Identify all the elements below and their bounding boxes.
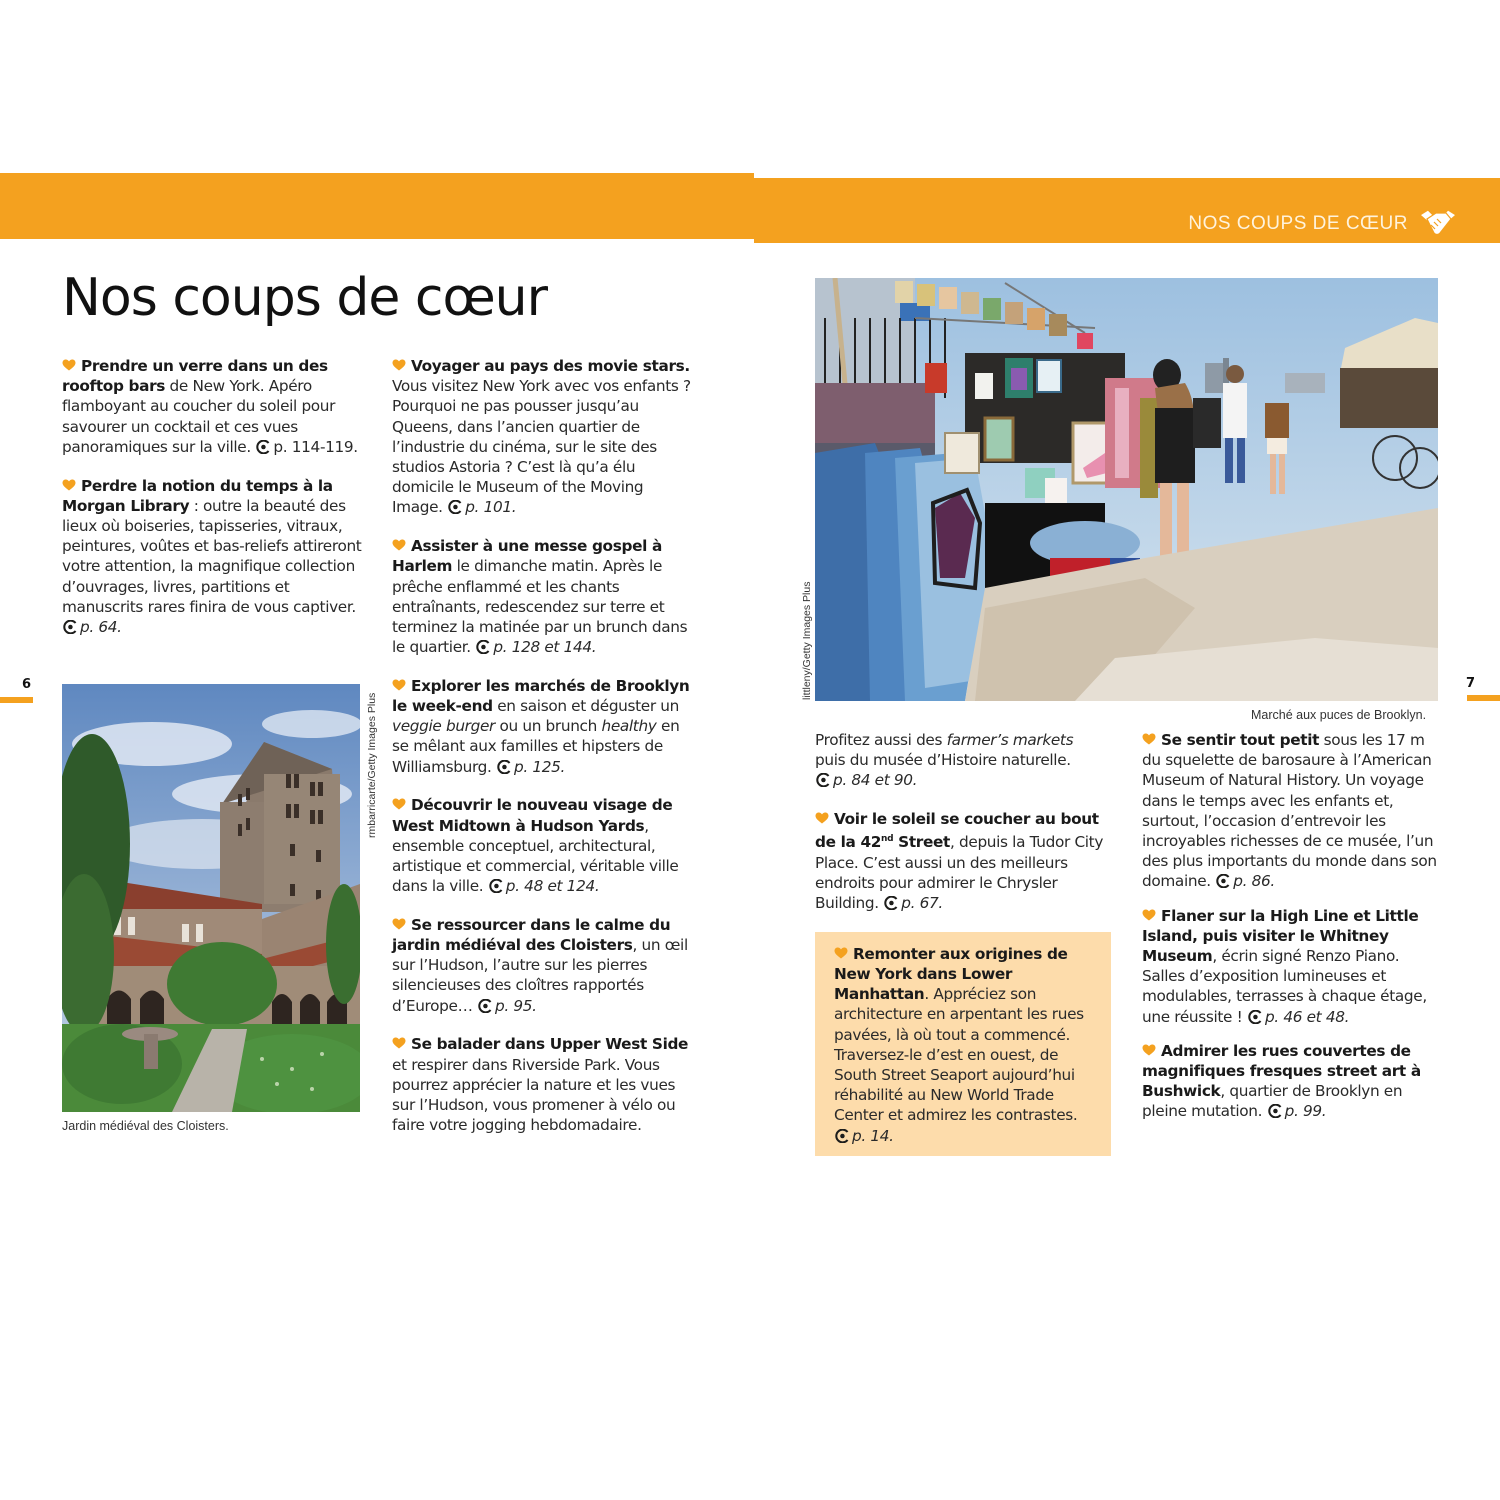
entry-farmers-markets: Profitez aussi des farmer’s markets puis du musée d’Histoire naturelle. p. 84 et 90. — [815, 731, 1074, 790]
see-page-icon — [1247, 1010, 1262, 1024]
heart-icon — [834, 947, 848, 959]
entry-gospel-harlem: Assister à une messe gospel à Harlem le dimanche matin. Après le prêche enflammé et les chants entraînants, redescendez sur terre et terminez la matinée par un brunch dans le quartier. p. 128 et 144. — [392, 537, 688, 657]
highlight-box-lower-manhattan: Remonter aux origines de New York dans Lower Manhattan. Appréciez son architecture en arpentant les rues pavées, là où tout a commencé. Traversez-le d’est en ouest, de South Street Seaport aujourd’hui réhabilité au New World Trade Center et admirez les contrastes. p. 14. — [815, 932, 1111, 1156]
heart-icon — [1142, 909, 1156, 921]
page-number-right: 7 — [1466, 676, 1476, 691]
entry-natural-history: Se sentir tout petit sous les 17 m du squelette de barosaure à l’American Museum of Natural History. Un voyage dans le temps avec les enfants et, surtout, l’occasion d’entrevoir les incroyables richesses de ce musée, l’un des plus importants du monde dans son domaine. p. 86. — [1142, 731, 1437, 891]
see-page-icon — [815, 773, 830, 787]
see-page-icon — [62, 620, 77, 634]
heart-icon — [1142, 733, 1156, 745]
entry-upper-west-side: Se balader dans Upper West Side et respirer dans Riverside Park. Vous pourrez apprécier la nature et les vues sur l’Hudson, vous promener à vélo ou faire votre jogging hebdomadaire. — [392, 1035, 689, 1135]
page-reference[interactable]: p. 86. — [1215, 872, 1275, 890]
page-reference[interactable]: p. 114-119. — [255, 438, 357, 456]
page-title: Nos coups de cœur — [62, 268, 547, 328]
page-reference[interactable]: p. 48 et 124. — [488, 877, 600, 895]
heart-icon — [62, 359, 76, 371]
entry-high-line: Flaner sur la High Line et Little Island, puis visiter le Whitney Museum, écrin signé Renzo Piano. Salles d’exposition lumineuses et modulables, terrasses à chaque étage, une réussite ! p. 46 et 48. — [1142, 906, 1427, 1026]
see-page-icon — [1267, 1104, 1282, 1118]
entry-hudson-yards: Découvrir le nouveau visage de West Midtown à Hudson Yards, ensemble conceptuel, architectural, artistique et commercial, véritable ville dans la ville. p. 48 et 124. — [392, 796, 679, 896]
see-page-icon — [883, 896, 898, 910]
page-reference[interactable]: p. 128 et 144. — [475, 638, 596, 656]
running-head: NOS COUPS DE CŒUR — [1188, 213, 1408, 234]
heart-icon — [392, 798, 406, 810]
heart-icon — [815, 812, 829, 824]
see-page-icon — [488, 879, 503, 893]
page-number-left: 6 — [22, 677, 32, 692]
page-reference[interactable]: p. 99. — [1267, 1102, 1327, 1120]
page-reference[interactable]: p. 14. — [834, 1127, 894, 1145]
entry-42nd-street: Voir le soleil se coucher au bout de la 42nd Street, depuis la Tudor City Place. C’est aussi un des meilleurs endroits pour admirer le Chrysler Building. p. 67. — [815, 810, 1104, 913]
caption-cloisters: Jardin médiéval des Cloisters. — [62, 1119, 229, 1133]
header-band-left — [0, 173, 754, 239]
entry-movie-stars: Voyager au pays des movie stars. Vous visitez New York avec vos enfants ? Pourquoi ne pas pousser jusqu’au Queens, dans l’ancien quartier de l’industrie du cinéma, sur le site des studios Astoria ? C’est là qu’a élu domicile le Museum of the Moving Image. p. 101. — [392, 357, 691, 517]
column-3 — [815, 730, 1105, 1156]
photo-brooklyn-flea-market — [815, 278, 1438, 701]
entry-brooklyn-markets: Explorer les marchés de Brooklyn le week-end en saison et déguster un veggie burger ou un brunch healthy en se mêlant aux familles et hipsters de Williamsburg. p. 125. — [392, 676, 690, 776]
heart-icon — [392, 539, 406, 551]
heart-icon — [62, 479, 76, 491]
page-number-bar-left — [0, 697, 33, 703]
entry-bushwick: Admirer les rues couvertes de magnifiques fresques street art à Bushwick, quartier de Brooklyn en pleine mutation. p. 99. — [1142, 1041, 1421, 1121]
caption-market: Marché aux puces de Brooklyn. — [1251, 708, 1427, 722]
page-reference[interactable]: p. 101. — [447, 498, 516, 516]
page-reference[interactable]: p. 125. — [496, 758, 565, 776]
page-reference[interactable]: p. 64. — [62, 618, 122, 636]
entry-cloisters: Se ressourcer dans le calme du jardin médiéval des Cloisters, un œil sur l’Hudson, l’autre sur les pierres silencieuses des cloîtres rapportés d’Europe… p. 95. — [392, 915, 688, 1015]
column-2 — [392, 356, 697, 1154]
entry-morgan-library: Perdre la notion du temps à la Morgan Library : outre la beauté des lieux où boiseries, tapisseries, vitraux, peintures, voûtes et bas-reliefs attireront votre attention, la magnifique collection d’ouvrages, livres, partitions et manuscrits rares finira de vous captiver. p. 64. — [62, 476, 362, 636]
see-page-icon — [447, 500, 462, 514]
see-page-icon — [834, 1129, 849, 1143]
page-reference[interactable]: p. 67. — [883, 894, 943, 912]
see-page-icon — [255, 440, 270, 454]
see-page-icon — [496, 760, 511, 774]
page-reference[interactable]: p. 46 et 48. — [1247, 1008, 1349, 1026]
column-4 — [1142, 730, 1442, 1140]
photo-credit-market: littleny/Getty Images Plus — [801, 581, 813, 700]
photo-cloisters — [62, 684, 360, 1112]
heart-icon — [392, 359, 406, 371]
heart-icon — [1142, 1044, 1156, 1056]
see-page-icon — [475, 640, 490, 654]
handshake-icon — [1418, 207, 1458, 239]
entry-rooftop-bars: Prendre un verre dans un des rooftop bars de New York. Apéro flamboyant au coucher du soleil pour savourer un cocktail et ces vues panoramiques sur la ville. p. 114-119. — [62, 357, 358, 456]
page-reference[interactable]: p. 95. — [477, 997, 537, 1015]
column-1 — [62, 356, 362, 656]
heart-icon — [392, 918, 406, 930]
see-page-icon — [477, 999, 492, 1013]
photo-credit-cloisters: rmbarricarte/Getty Images Plus — [366, 692, 378, 838]
see-page-icon — [1215, 874, 1230, 888]
heart-icon — [392, 1037, 406, 1049]
heart-icon — [392, 679, 406, 691]
page-number-bar-right — [1467, 695, 1500, 701]
page-reference[interactable]: p. 84 et 90. — [815, 771, 917, 789]
